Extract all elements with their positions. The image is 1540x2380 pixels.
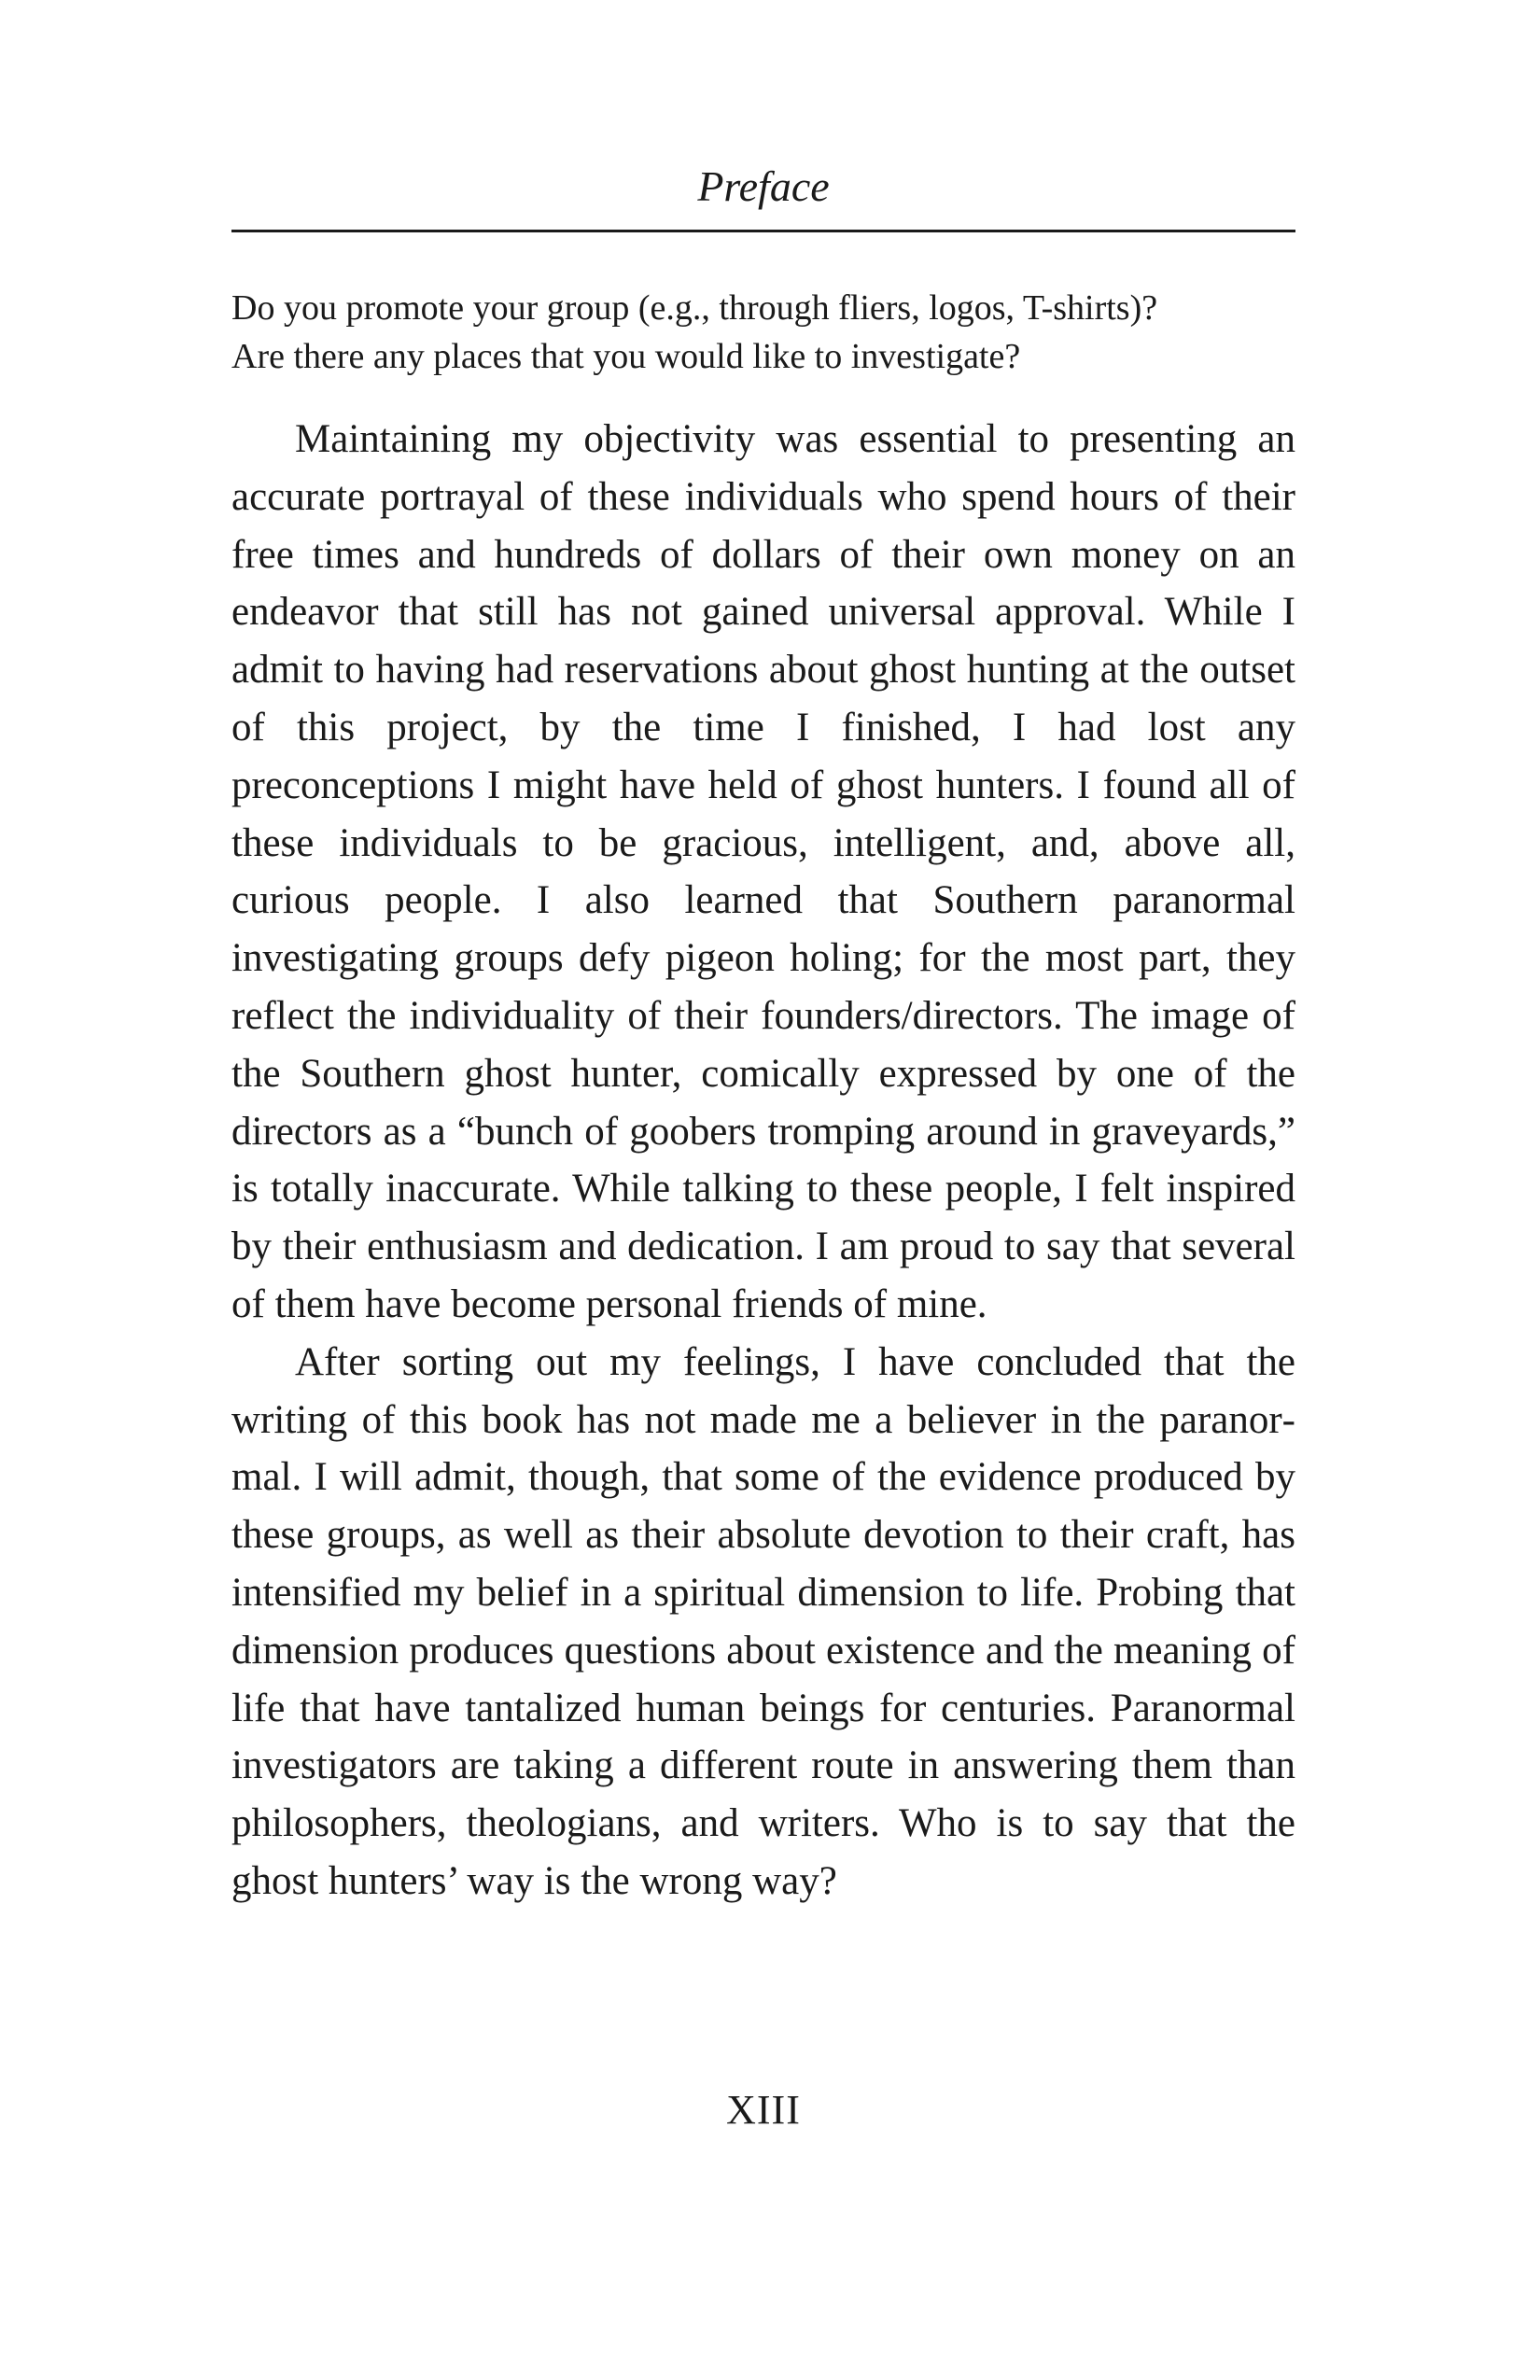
page-number: XIII bbox=[726, 2087, 801, 2133]
body-text bbox=[231, 411, 1295, 1911]
paragraph: After sorting out my feelings, I have concluded that the writing of this book has not made me a believer in the paranormal. I will admit, though, that some of the evidence produced by these groups, as well as their absolute devotion to their craft, has intensified my belief in a spiritual dimension to life. Probing that dimension produces questions about existence and the meaning of life that have tantalized human beings for centuries. Paranormal investigators are taking a different route in answering them than philosophers, theologians, and writers. Who is to say that the ghost hunters’ way is the wrong way? bbox=[231, 1339, 1295, 1903]
book-page bbox=[231, 0, 1295, 2380]
running-head: Preface bbox=[697, 162, 830, 210]
question-line: Are there any places that you would like to investigate? bbox=[231, 337, 1021, 376]
paragraph: Maintaining my objectivity was essential to presenting an accurate portrayal of these individuals who spend hours of their free times and hundreds of dollars of their own money on an endeavor that still has not gained universal approval. While I admit to having had reservations about ghost hunting at the outset of this project, by the time I finished, I had lost any preconceptions I might have held of ghost hunters. I found all of these individuals to be gracious, intelligent, and, above all, curious people. I also learned that Southern paranormal investigating groups defy pigeon holing; for the most part, they reflect the individuality of their founders/directors. The image of the Southern ghost hunter, comically expressed by one of the directors as a “bunch of goobers tromping around in graveyards,” is totally inaccurate. While talking to these people, I felt inspired by their enthusiasm and dedication. I am proud to say that several of them have become personal friends of mine. bbox=[231, 417, 1295, 1326]
question-list bbox=[231, 284, 1295, 381]
header-rule bbox=[231, 230, 1295, 232]
question-line: Do you promote your group (e.g., through fliers, logos, T-shirts)? bbox=[231, 288, 1158, 328]
